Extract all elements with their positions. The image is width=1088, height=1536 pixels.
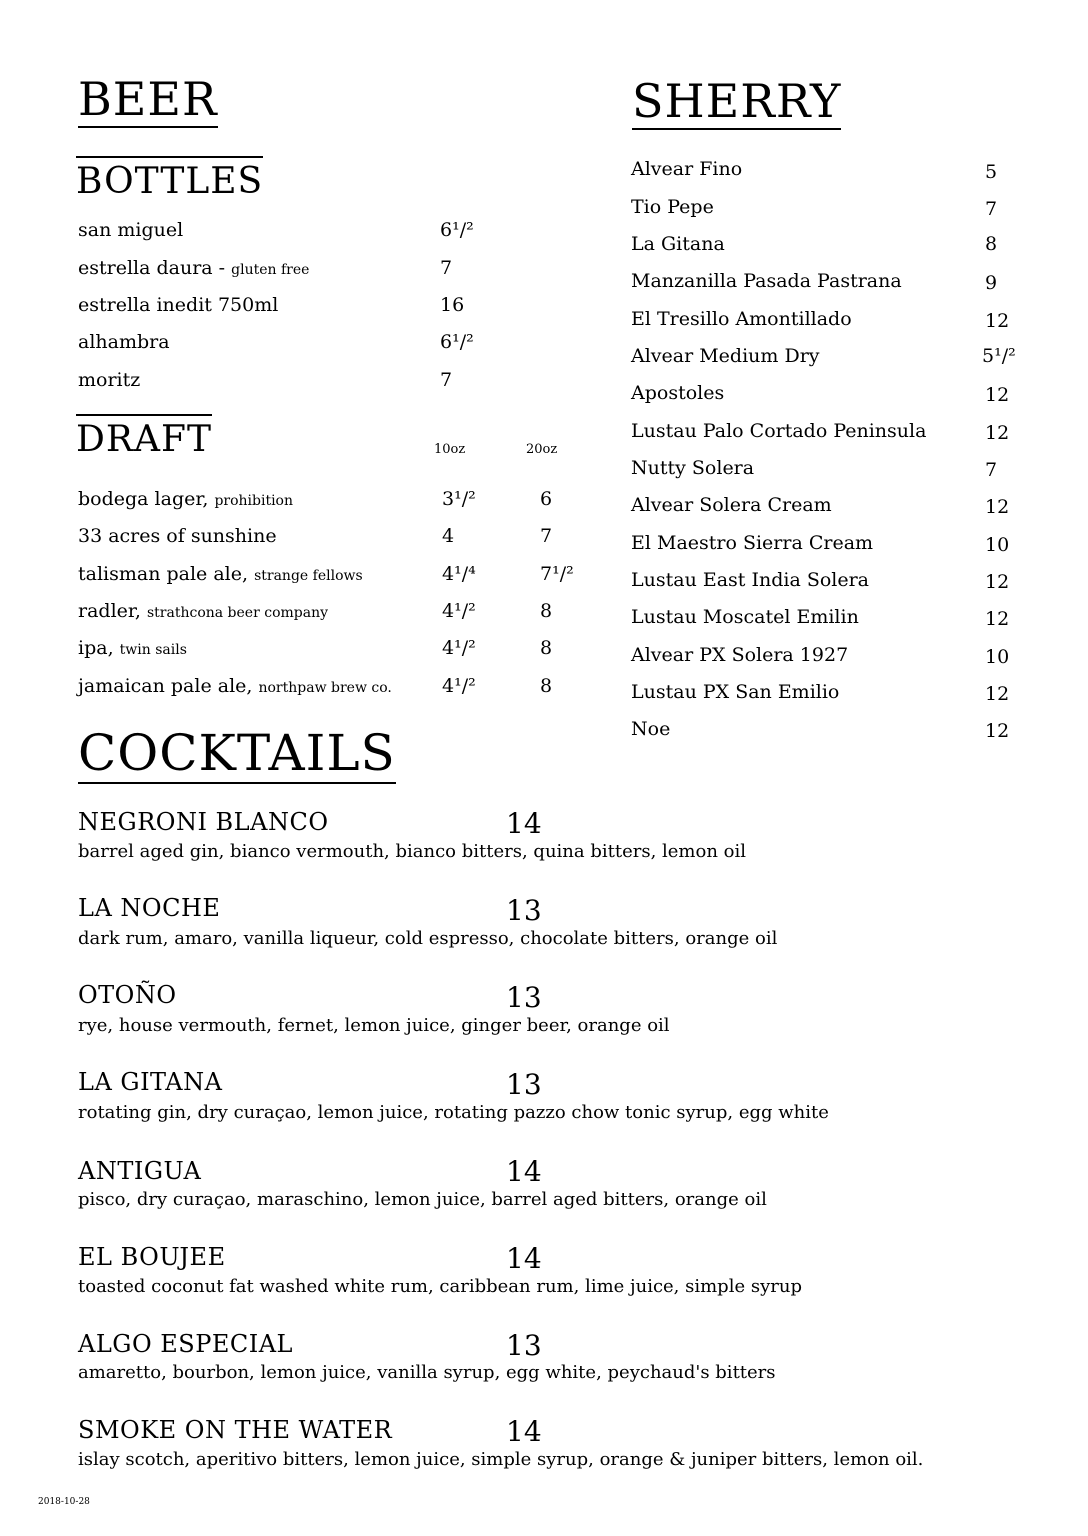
list-item: Nutty Solera (631, 457, 755, 479)
cocktail-description: islay scotch, aperitivo bitters, lemon juice, simple syrup, orange & juniper bitters, lemon oil. (78, 1449, 924, 1470)
list-item: Lustau PX San Emilio (631, 681, 840, 703)
item-price: 12 (985, 422, 1010, 444)
cocktail-price: 13 (506, 981, 542, 1014)
list-item: Lustau Moscatel Emilin (631, 606, 859, 628)
item-price: 5¹/² (982, 345, 1016, 367)
cocktail-description: rotating gin, dry curaçao, lemon juice, rotating pazzo chow tonic syrup, egg white (78, 1102, 829, 1123)
item-price: 5 (985, 161, 998, 183)
list-item: Alvear Fino (631, 158, 743, 180)
item-name: ipa, (78, 637, 114, 659)
cocktail-price: 13 (506, 1329, 542, 1362)
item-note: twin sails (119, 642, 187, 658)
list-item (78, 218, 183, 242)
list-item: El Tresillo Amontillado (631, 308, 852, 330)
item-price-10oz: 4¹/⁴ (442, 563, 476, 585)
list-item (78, 562, 363, 588)
item-price-20oz: 8 (540, 600, 553, 622)
item-price-20oz: 6 (540, 488, 553, 510)
item-name: radler, (78, 600, 141, 622)
item-name: estrella daura - (78, 257, 226, 279)
item-price: 12 (985, 496, 1010, 518)
cocktail-price: 14 (506, 807, 542, 840)
list-item: Alvear PX Solera 1927 (631, 644, 849, 666)
item-name: 33 acres of sunshine (78, 525, 277, 547)
item-name: san miguel (78, 219, 184, 241)
item-price: 7 (985, 198, 998, 220)
item-name: alhambra (78, 331, 170, 353)
bottles-title: BOTTLES (76, 156, 263, 200)
list-item (78, 487, 293, 513)
cocktail-price: 14 (506, 1155, 542, 1188)
item-price: 12 (985, 571, 1010, 593)
item-price: 6¹/² (440, 331, 474, 353)
item-price-20oz: 7¹/² (540, 563, 574, 585)
list-item: Noe (631, 718, 671, 740)
list-item (78, 330, 170, 354)
item-price: 10 (985, 534, 1010, 556)
item-price: 12 (985, 683, 1010, 705)
cocktail-description: pisco, dry curaçao, maraschino, lemon juice, barrel aged bitters, orange oil (78, 1189, 767, 1210)
item-price-10oz: 4 (442, 525, 455, 547)
item-price: 6¹/² (440, 219, 474, 241)
item-name: estrella inedit 750ml (78, 294, 279, 316)
list-item: Tio Pepe (631, 196, 714, 218)
item-price-20oz: 8 (540, 637, 553, 659)
item-price: 7 (985, 459, 998, 481)
list-item: El Maestro Sierra Cream (631, 532, 874, 554)
cocktail-name: EL BOUJEE (78, 1243, 226, 1271)
list-item: Manzanilla Pasada Pastrana (631, 270, 902, 292)
list-item (78, 256, 309, 282)
item-price-10oz: 3¹/² (442, 488, 476, 510)
cocktails-title: COCKTAILS (78, 724, 396, 782)
item-price: 12 (985, 384, 1010, 406)
cocktail-description: barrel aged gin, bianco vermouth, bianco bitters, quina bitters, lemon oil (78, 841, 747, 862)
cocktail-name: NEGRONI BLANCO (78, 808, 329, 836)
item-price-10oz: 4¹/² (442, 637, 476, 659)
item-price-10oz: 4¹/² (442, 675, 476, 697)
beer-title: BEER (78, 72, 218, 126)
list-item: Lustau Palo Cortado Peninsula (631, 420, 927, 442)
cocktail-name: OTOÑO (78, 981, 177, 1009)
cocktail-description: rye, house vermouth, fernet, lemon juice, ginger beer, orange oil (78, 1015, 670, 1036)
list-item (78, 293, 278, 317)
item-price-20oz: 8 (540, 675, 553, 697)
list-item (78, 368, 140, 392)
item-note: strathcona beer company (146, 605, 329, 621)
list-item (78, 636, 187, 662)
cocktail-name: ANTIGUA (78, 1157, 202, 1185)
cocktail-name: SMOKE ON THE WATER (78, 1416, 393, 1444)
list-item: Alvear Solera Cream (631, 494, 832, 516)
list-item (78, 674, 392, 700)
draft-col-20oz: 20oz (526, 442, 558, 457)
cocktail-name: ALGO ESPECIAL (78, 1330, 293, 1358)
list-item (78, 524, 277, 548)
item-price: 12 (985, 608, 1010, 630)
item-price: 12 (985, 310, 1010, 332)
item-price: 8 (985, 233, 998, 255)
cocktail-price: 14 (506, 1242, 542, 1275)
item-price: 12 (985, 720, 1010, 742)
item-note: prohibition (214, 493, 294, 509)
item-price-20oz: 7 (540, 525, 553, 547)
item-price: 7 (440, 257, 453, 279)
item-price-10oz: 4¹/² (442, 600, 476, 622)
cocktail-description: amaretto, bourbon, lemon juice, vanilla syrup, egg white, peychaud's bitters (78, 1362, 776, 1383)
item-note: northpaw brew co. (258, 680, 392, 696)
item-name: jamaican pale ale, (78, 675, 253, 697)
list-item: Alvear Medium Dry (631, 345, 820, 367)
draft-title: DRAFT (76, 414, 212, 458)
list-item: Lustau East India Solera (631, 569, 870, 591)
draft-col-10oz: 10oz (434, 442, 466, 457)
cocktail-price: 14 (506, 1415, 542, 1448)
item-name: talisman pale ale, (78, 563, 249, 585)
item-note: strange fellows (254, 568, 363, 584)
list-item (78, 599, 328, 625)
cocktail-name: LA NOCHE (78, 894, 221, 922)
item-name: bodega lager, (78, 488, 209, 510)
item-price: 7 (440, 369, 453, 391)
cocktail-price: 13 (506, 894, 542, 927)
item-note: gluten free (231, 262, 310, 278)
item-price: 16 (440, 294, 465, 316)
cocktail-name: LA GITANA (78, 1068, 223, 1096)
cocktail-price: 13 (506, 1068, 542, 1101)
list-item: La Gitana (631, 233, 725, 255)
list-item: Apostoles (631, 382, 725, 404)
item-price: 10 (985, 646, 1010, 668)
cocktail-description: dark rum, amaro, vanilla liqueur, cold espresso, chocolate bitters, orange oil (78, 928, 778, 949)
cocktail-description: toasted coconut fat washed white rum, caribbean rum, lime juice, simple syrup (78, 1276, 802, 1297)
item-name: moritz (78, 369, 141, 391)
item-price: 9 (985, 272, 998, 294)
sherry-title: SHERRY (632, 74, 842, 128)
footer-date: 2018-10-28 (38, 1497, 90, 1507)
